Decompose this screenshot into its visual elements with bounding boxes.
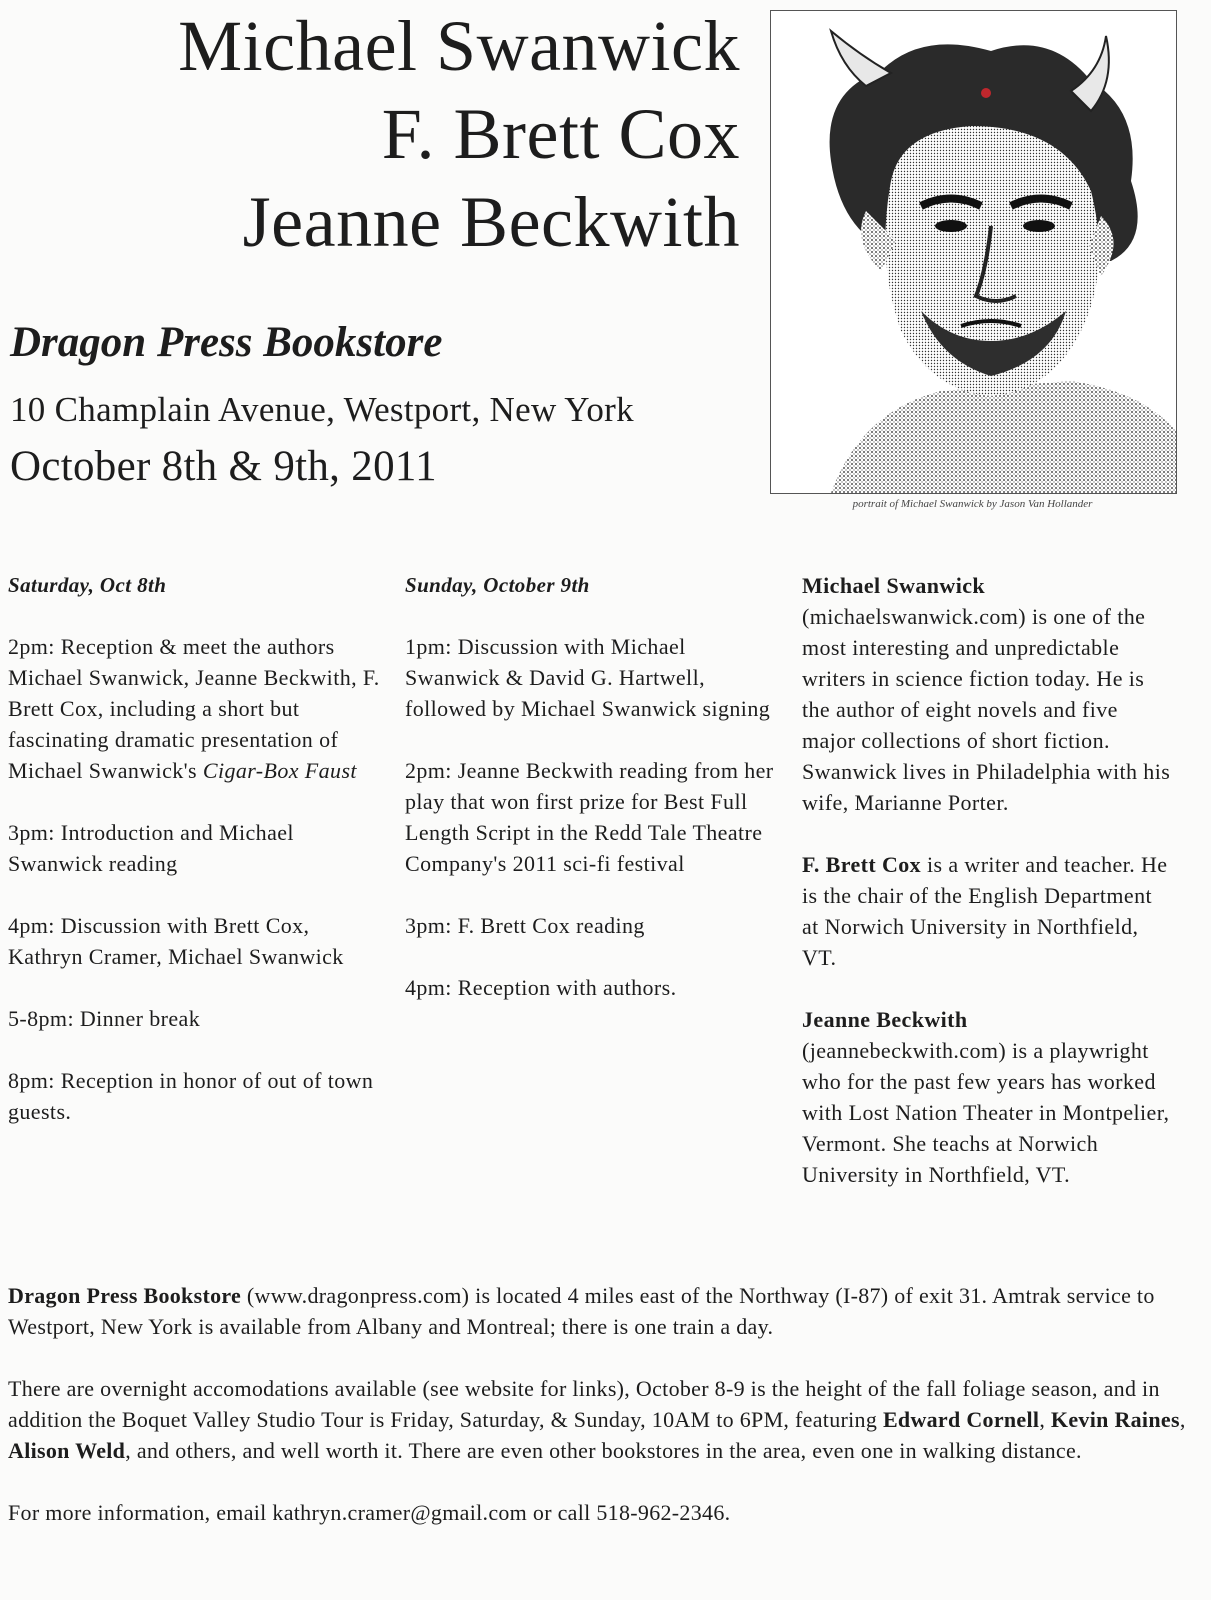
store-name-inline: Dragon Press Bookstore — [8, 1283, 242, 1308]
schedule-item: 3pm: F. Brett Cox reading — [405, 913, 645, 938]
author-name: F. Brett Cox — [381, 94, 740, 174]
schedule-item: 4pm: Reception with authors. — [405, 975, 677, 1000]
bio-name: Michael Swanwick — [802, 573, 986, 598]
schedule-item: 3pm: Introduction and Michael Swanwick reading — [8, 820, 294, 876]
portrait-caption: portrait of Michael Swanwick by Jason Van Hollander — [852, 498, 1093, 510]
bio-text: (michaelswanwick.com) is one of the most interesting and unpredictable writers in science fiction today. He is the author of eight novels and five major collections of short fiction. Swanwick lives in Philadelphia with his wife, Marianne Porter. — [802, 604, 1171, 815]
schedule-item: 2pm: Jeanne Beckwith reading from her play that won first prize for Best Full Length Script in the Redd Tale Theatre Company's 2011 sci-fi festival — [405, 758, 774, 876]
play-title: Cigar-Box Faust — [202, 758, 357, 783]
store-name: Dragon Press Bookstore — [10, 319, 443, 366]
accommodations-text: There are overnight accomodations available (see website for links), October 8-9 is the height of the fall foliage season, and in addition the Boquet Valley Studio Tour is Friday, Saturday, & Sunday, 10AM to 6PM, featuring — [8, 1376, 1160, 1432]
author-bio — [802, 849, 1172, 973]
accommodations-paragraph — [8, 1373, 1198, 1466]
day-heading: Sunday, October 9th — [405, 573, 590, 597]
footer-info — [8, 1280, 1198, 1559]
author-bio — [802, 570, 1172, 818]
artist-name: Kevin Raines — [1050, 1407, 1180, 1432]
directions-paragraph — [8, 1280, 1198, 1342]
directions-text: (www.dragonpress.com) is located 4 miles east of the Northway (I-87) of exit 31. Amtrak service to Westport, New York is available from Albany and Montreal; there is one train a day. — [8, 1283, 1155, 1339]
schedule-item: 4pm: Discussion with Brett Cox, Kathryn Cramer, Michael Swanwick — [8, 913, 344, 969]
portrait-illustration — [770, 10, 1177, 494]
saturday-schedule — [8, 570, 388, 1158]
accommodations-end: , and others, and well worth it. There are even other bookstores in the area, even one in walking distance. — [125, 1438, 1082, 1463]
schedule-item-text: 2pm: Reception & meet the authors Michael Swanwick, Jeanne Beckwith, F. Brett Cox, including a short but fascinating dramatic presentation of Michael Swanwick's — [8, 634, 380, 783]
artist-name: Edward Cornell — [882, 1407, 1040, 1432]
schedule-item: 5-8pm: Dinner break — [8, 1006, 201, 1031]
separator: , — [1179, 1407, 1186, 1432]
schedule-item: 1pm: Discussion with Michael Swanwick & David G. Hartwell, followed by Michael Swanwick signing — [405, 634, 771, 721]
author-bios — [802, 570, 1172, 1221]
author-name: Michael Swanwick — [178, 6, 740, 86]
author-name: Jeanne Beckwith — [242, 182, 740, 262]
store-address: 10 Champlain Avenue, Westport, New York — [10, 390, 634, 429]
schedule-item: 8pm: Reception in honor of out of town guests. — [8, 1068, 374, 1124]
portrait-drawing — [771, 11, 1176, 493]
contact-paragraph: For more information, email kathryn.cramer@gmail.com or call 518-962-2346. — [8, 1500, 731, 1525]
bio-name: Jeanne Beckwith — [802, 1007, 968, 1032]
bio-text: is a writer and teacher. He is the chair of the English Department at Norwich University in Northfield, VT. — [802, 852, 1168, 970]
bio-name: F. Brett Cox — [802, 852, 922, 877]
artist-name: Alison Weld — [8, 1438, 126, 1463]
day-heading: Saturday, Oct 8th — [8, 573, 167, 597]
bio-text: (jeannebeckwith.com) is a playwright who for the past few years has worked with Lost Nation Theater in Montpelier, Vermont. She teachs at Norwich University in Northfield, VT. — [802, 1038, 1170, 1187]
sunday-schedule — [405, 570, 785, 1034]
separator: , — [1039, 1407, 1051, 1432]
event-dates: October 8th & 9th, 2011 — [10, 443, 437, 490]
schedule-item — [8, 631, 388, 786]
authors-heading — [10, 2, 740, 266]
author-bio — [802, 1004, 1172, 1190]
